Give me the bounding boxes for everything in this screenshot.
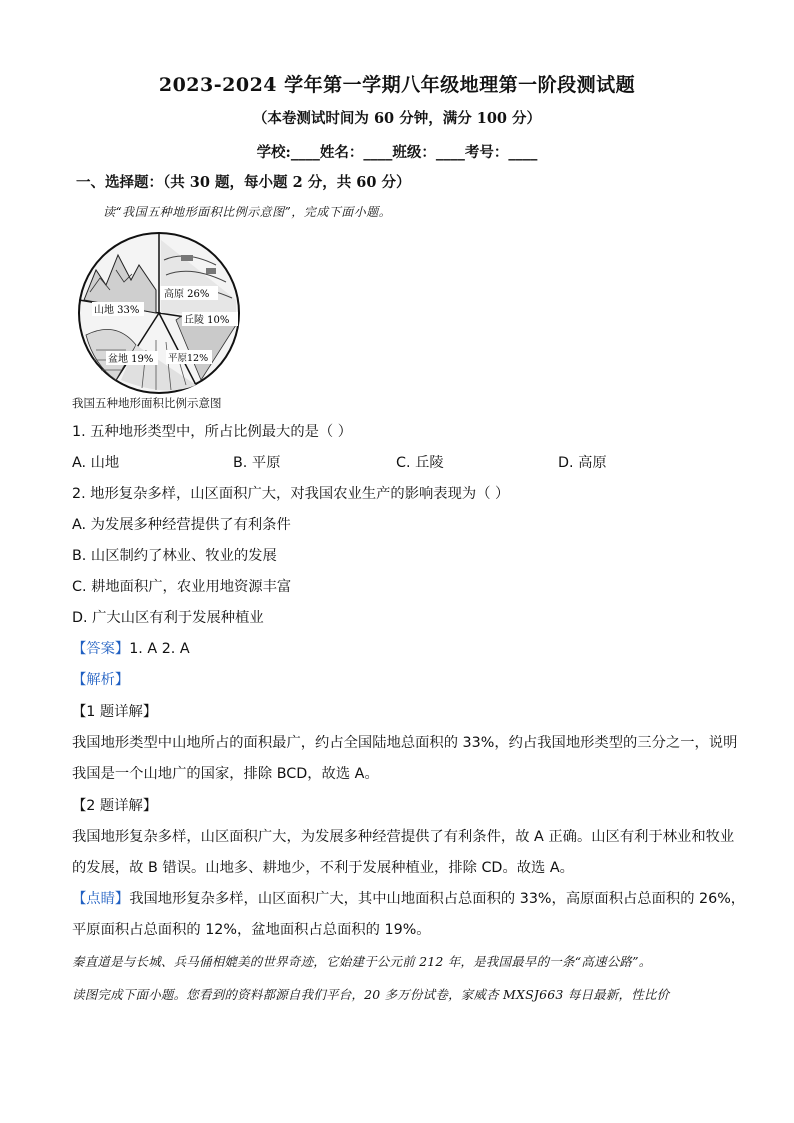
- question-2-stem: 2. 地形复杂多样，山区面积广大，对我国农业生产的影响表现为（ ）: [72, 486, 510, 502]
- q1-option-b: B. 平原: [233, 455, 281, 471]
- question-1-stem: 1. 五种地形类型中，所占比例最大的是（ ）: [72, 424, 353, 440]
- q1-option-c: C. 丘陵: [396, 455, 444, 471]
- section-heading: 一、选择题：（共 30 题，每小题 2 分，共 60 分）: [76, 174, 411, 191]
- label-basin: 盆地 19%: [108, 354, 154, 365]
- q1-option-a: A. 山地: [72, 455, 120, 471]
- tip-text-1: 我国地形复杂多样，山区面积广大，其中山地面积占总面积的 33%，高原面积占总面积的 26%，: [129, 891, 746, 907]
- next-passage-line-1: 秦直道是与长城、兵马俑相媲美的世界奇迹，它始建于公元前 212 年，是我国最早的一条“高速公路”。: [72, 954, 652, 969]
- page-title: 2023-2024 学年第一学期八年级地理第一阶段测试题: [158, 74, 636, 96]
- detail-2-line-2: 的发展，故 B 错误。山地多、耕地少，不利于发展种植业，排除 CD。故选 A。: [72, 860, 574, 876]
- label-mountain: 山地 33%: [94, 305, 140, 316]
- q2-option-a: A. 为发展多种经营提供了有利条件: [72, 517, 291, 533]
- student-info-line: 学校:____姓名：____班级：____考号：____: [256, 144, 538, 161]
- exam-subtitle: （本卷测试时间为 60 分钟，满分 100 分）: [252, 110, 542, 127]
- detail-2-line-1: 我国地形复杂多样，山区面积广大，为发展多种经营提供了有利条件，故 A 正确。山区有利于林业和牧业: [72, 829, 735, 845]
- figure-caption: 我国五种地形面积比例示意图: [72, 396, 222, 410]
- analysis-tag: 【解析】: [72, 672, 130, 688]
- question-intro: 读“我国五种地形面积比例示意图”，完成下面小题。: [103, 205, 392, 219]
- detail-2-heading: 【2 题详解】: [72, 798, 158, 814]
- label-plain: 平原12%: [168, 353, 209, 364]
- detail-1-heading: 【1 题详解】: [72, 704, 158, 720]
- answer-text: 1. A 2. A: [129, 641, 190, 657]
- terrain-pie-illustration: [76, 230, 242, 396]
- detail-1-line-2: 我国是一个山地广的国家，排除 BCD，故选 A。: [72, 766, 379, 782]
- label-hill: 丘陵 10%: [184, 315, 230, 326]
- q2-option-c: C. 耕地面积广，农业用地资源丰富: [72, 579, 292, 595]
- analysis-heading: [72, 669, 129, 689]
- q2-option-b: B. 山区制约了林业、牧业的发展: [72, 548, 277, 564]
- answer-tag: 【答案】: [72, 641, 130, 657]
- tip-tag: 【点睛】: [72, 891, 130, 907]
- tip-line-2: 平原面积占总面积的 12%，盆地面积占总面积的 19%。: [72, 922, 431, 938]
- detail-1-line-1: 我国地形类型中山地所占的面积最广，约占全国陆地总面积的 33%，约占我国地形类型的三分之一，说明: [72, 735, 738, 751]
- q2-option-d: D. 广大山区有利于发展种植业: [72, 610, 264, 626]
- q1-option-d: D. 高原: [558, 455, 607, 471]
- next-passage-line-2: 读图完成下面小题。您看到的资料都源自我们平台，20 多万份试卷，家威杏 MXSJ663 每日最新，性比价: [72, 987, 670, 1002]
- answer-line: [72, 638, 190, 658]
- tip-line-1: [72, 888, 745, 908]
- label-plateau: 高原 26%: [164, 289, 210, 300]
